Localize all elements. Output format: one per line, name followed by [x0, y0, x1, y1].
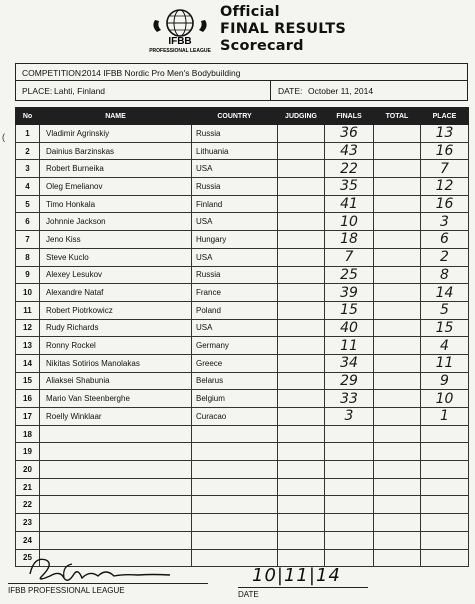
row-number: 15 [16, 372, 40, 390]
judging-cell [278, 514, 325, 532]
row-number: 4 [16, 178, 40, 196]
competitor-country: Russia [192, 125, 278, 143]
judging-cell [278, 390, 325, 408]
competitor-country [192, 425, 278, 443]
final-place: 1 [421, 408, 469, 426]
competitor-name: Steve Kuclo [40, 248, 192, 266]
row-number: 14 [16, 354, 40, 372]
final-place [421, 514, 469, 532]
judging-cell [278, 531, 325, 549]
total-cell [374, 531, 421, 549]
table-row [16, 213, 469, 231]
competitor-name [40, 461, 192, 479]
competitor-name: Oleg Emelianov [40, 178, 192, 196]
finals-score: 40 [325, 319, 374, 337]
final-place [421, 461, 469, 479]
total-cell [374, 354, 421, 372]
table-row [16, 266, 469, 284]
title-line-scorecard: Scorecard [220, 38, 304, 54]
final-place [421, 531, 469, 549]
row-number: 7 [16, 231, 40, 249]
total-cell [374, 337, 421, 355]
table-row [16, 248, 469, 266]
judging-cell [278, 443, 325, 461]
results-table [15, 107, 469, 567]
finals-score: 25 [325, 266, 374, 284]
signature-label: IFBB PROFESSIONAL LEAGUE [8, 586, 125, 595]
header-country: COUNTRY [192, 108, 278, 125]
finals-score [325, 478, 374, 496]
row-number: 12 [16, 319, 40, 337]
competitor-name: Mario Van Steenberghe [40, 390, 192, 408]
total-cell [374, 195, 421, 213]
judging-cell [278, 142, 325, 160]
place-value: Lahti, Finland [54, 86, 106, 96]
row-number: 2 [16, 142, 40, 160]
row-number: 11 [16, 301, 40, 319]
row-number: 5 [16, 195, 40, 213]
final-place: 11 [421, 354, 469, 372]
judging-cell [278, 213, 325, 231]
competitor-name: Nikitas Sotirios Manolakas [40, 354, 192, 372]
judging-cell [278, 354, 325, 372]
table-row [16, 478, 469, 496]
competitor-country: Belgium [192, 390, 278, 408]
final-place: 3 [421, 213, 469, 231]
final-place: 16 [421, 142, 469, 160]
final-place: 5 [421, 301, 469, 319]
date-label: DATE: [278, 86, 303, 96]
competitor-country: USA [192, 160, 278, 178]
title-line-official: Official [220, 4, 280, 20]
finals-score: 18 [325, 231, 374, 249]
row-number: 8 [16, 248, 40, 266]
row-number: 23 [16, 514, 40, 532]
competitor-name: Vladimir Agrinskiy [40, 125, 192, 143]
competitor-name [40, 478, 192, 496]
total-cell [374, 478, 421, 496]
finals-score [325, 514, 374, 532]
header-judging: JUDGING [278, 108, 325, 125]
judging-cell [278, 160, 325, 178]
total-cell [374, 301, 421, 319]
table-row [16, 160, 469, 178]
competition-value: 2014 IFBB Nordic Pro Men's Bodybuilding [82, 68, 241, 78]
competitor-country: Russia [192, 178, 278, 196]
finals-score: 22 [325, 160, 374, 178]
finals-score [325, 443, 374, 461]
margin-mark: ( [2, 132, 5, 142]
competitor-country: Germany [192, 337, 278, 355]
final-place: 4 [421, 337, 469, 355]
final-place: 10 [421, 390, 469, 408]
total-cell [374, 319, 421, 337]
scorecard-title [220, 4, 346, 55]
total-cell [374, 142, 421, 160]
competition-label: COMPETITION: [22, 68, 84, 78]
competitor-name: Alexey Lesukov [40, 266, 192, 284]
finals-score [325, 461, 374, 479]
competitor-name: Roelly Winklaar [40, 408, 192, 426]
date-footer-label: DATE [238, 590, 259, 599]
title-line-final-results: FINAL RESULTS [220, 21, 347, 37]
judging-cell [278, 478, 325, 496]
judging-cell [278, 461, 325, 479]
table-row [16, 514, 469, 532]
total-cell [374, 514, 421, 532]
total-cell [374, 549, 421, 567]
finals-score: 10 [325, 213, 374, 231]
competitor-name: Alexandre Nataf [40, 284, 192, 302]
competitor-name: Johnnie Jackson [40, 213, 192, 231]
header-name: NAME [40, 108, 192, 125]
competitor-country: France [192, 284, 278, 302]
table-row [16, 461, 469, 479]
competitor-name [40, 443, 192, 461]
total-cell [374, 231, 421, 249]
row-number: 9 [16, 266, 40, 284]
signature-line [8, 583, 208, 584]
finals-score: 11 [325, 337, 374, 355]
competitor-country: Belarus [192, 372, 278, 390]
total-cell [374, 443, 421, 461]
judging-cell [278, 178, 325, 196]
judging-cell [278, 284, 325, 302]
final-place [421, 443, 469, 461]
final-place: 13 [421, 125, 469, 143]
competitor-country [192, 496, 278, 514]
row-number: 6 [16, 213, 40, 231]
competitor-country: Hungary [192, 231, 278, 249]
table-row [16, 354, 469, 372]
finals-score [325, 496, 374, 514]
finals-score: 43 [325, 142, 374, 160]
competitor-country [192, 478, 278, 496]
table-row [16, 319, 469, 337]
table-row [16, 301, 469, 319]
row-number: 17 [16, 408, 40, 426]
row-number: 25 [16, 549, 40, 567]
final-place: 15 [421, 319, 469, 337]
row-number: 22 [16, 496, 40, 514]
table-row [16, 142, 469, 160]
final-place: 6 [421, 231, 469, 249]
competitor-country [192, 443, 278, 461]
date-line [238, 587, 368, 588]
header-finals: FINALS [325, 108, 374, 125]
place-label: PLACE: [22, 86, 53, 96]
finals-score: 35 [325, 178, 374, 196]
table-row [16, 178, 469, 196]
ifbb-logo [147, 8, 213, 54]
total-cell [374, 461, 421, 479]
judging-cell [278, 248, 325, 266]
table-row [16, 408, 469, 426]
table-row [16, 531, 469, 549]
svg-text:IFBB: IFBB [168, 36, 192, 47]
final-place [421, 549, 469, 567]
final-place: 12 [421, 178, 469, 196]
table-row [16, 390, 469, 408]
table-row [16, 195, 469, 213]
globe-icon [153, 10, 206, 36]
row-number: 21 [16, 478, 40, 496]
total-cell [374, 284, 421, 302]
competitor-country: Finland [192, 195, 278, 213]
total-cell [374, 248, 421, 266]
finals-score: 29 [325, 372, 374, 390]
total-cell [374, 160, 421, 178]
total-cell [374, 425, 421, 443]
total-cell [374, 496, 421, 514]
competitor-name: Robert Burneika [40, 160, 192, 178]
competitor-country: Greece [192, 354, 278, 372]
competitor-name [40, 496, 192, 514]
total-cell [374, 125, 421, 143]
table-row [16, 284, 469, 302]
final-place [421, 478, 469, 496]
row-number: 16 [16, 390, 40, 408]
finals-score [325, 425, 374, 443]
competitor-name [40, 425, 192, 443]
total-cell [374, 266, 421, 284]
judging-cell [278, 372, 325, 390]
competitor-country: Curacao [192, 408, 278, 426]
judging-cell [278, 266, 325, 284]
finals-score: 36 [325, 125, 374, 143]
competitor-name [40, 514, 192, 532]
final-place [421, 425, 469, 443]
row-number: 13 [16, 337, 40, 355]
competitor-name: Dainius Barzinskas [40, 142, 192, 160]
finals-score: 7 [325, 248, 374, 266]
competitor-name: Aliaksei Shabunia [40, 372, 192, 390]
judging-cell [278, 125, 325, 143]
total-cell [374, 213, 421, 231]
final-place: 8 [421, 266, 469, 284]
competitor-name: Jeno Kiss [40, 231, 192, 249]
final-place [421, 496, 469, 514]
competitor-country [192, 461, 278, 479]
table-row [16, 372, 469, 390]
final-place: 2 [421, 248, 469, 266]
finals-score: 3 [325, 408, 374, 426]
row-number: 1 [16, 125, 40, 143]
svg-text:PROFESSIONAL LEAGUE: PROFESSIONAL LEAGUE [149, 48, 211, 54]
finals-score: 15 [325, 301, 374, 319]
header-total: TOTAL [374, 108, 421, 125]
header-no: No [16, 108, 40, 125]
finals-score: 39 [325, 284, 374, 302]
signed-date: 10|11|14 [252, 565, 341, 586]
competitor-country: Russia [192, 266, 278, 284]
table-row [16, 337, 469, 355]
final-place: 16 [421, 195, 469, 213]
competitor-country [192, 514, 278, 532]
judging-cell [278, 231, 325, 249]
final-place: 9 [421, 372, 469, 390]
finals-score: 33 [325, 390, 374, 408]
signature [20, 548, 180, 588]
competitor-name: Rudy Richards [40, 319, 192, 337]
row-number: 24 [16, 531, 40, 549]
table-row [16, 125, 469, 143]
table-row [16, 231, 469, 249]
competitor-country [192, 531, 278, 549]
competitor-name [40, 531, 192, 549]
date-value: October 11, 2014 [308, 86, 374, 96]
header-place: PLACE [421, 108, 469, 125]
finals-score: 34 [325, 354, 374, 372]
table-row [16, 443, 469, 461]
judging-cell [278, 319, 325, 337]
row-number: 10 [16, 284, 40, 302]
total-cell [374, 390, 421, 408]
finals-score [325, 531, 374, 549]
table-row [16, 496, 469, 514]
judging-cell [278, 425, 325, 443]
total-cell [374, 372, 421, 390]
competitor-country: Lithuania [192, 142, 278, 160]
info-divider [270, 81, 271, 101]
total-cell [374, 178, 421, 196]
competitor-country: USA [192, 213, 278, 231]
row-number: 19 [16, 443, 40, 461]
total-cell [374, 408, 421, 426]
competition-info-box [15, 63, 468, 101]
row-number: 18 [16, 425, 40, 443]
judging-cell [278, 337, 325, 355]
judging-cell [278, 408, 325, 426]
judging-cell [278, 301, 325, 319]
table-header-row [16, 108, 469, 125]
competitor-country: Poland [192, 301, 278, 319]
final-place: 14 [421, 284, 469, 302]
judging-cell [278, 496, 325, 514]
table-row [16, 425, 469, 443]
final-place: 7 [421, 160, 469, 178]
competitor-name: Robert Piotrkowicz [40, 301, 192, 319]
row-number: 20 [16, 461, 40, 479]
competitor-country: USA [192, 319, 278, 337]
finals-score: 41 [325, 195, 374, 213]
competitor-country: USA [192, 248, 278, 266]
competitor-name: Ronny Rockel [40, 337, 192, 355]
competitor-name: Timo Honkala [40, 195, 192, 213]
row-number: 3 [16, 160, 40, 178]
judging-cell [278, 195, 325, 213]
